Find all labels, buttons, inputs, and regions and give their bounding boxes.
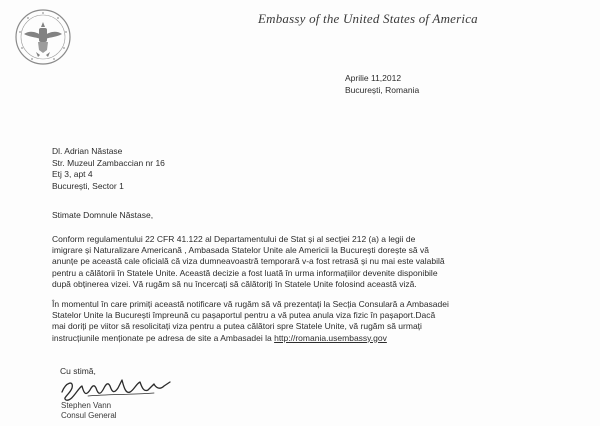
recipient-address	[52, 146, 165, 192]
paragraph-line: după obținerea vizei. Vă rugăm să nu încercați să călătoriți în Statele Unite folosind această viză.	[52, 278, 417, 289]
paragraph-line: Statelor Unite la București împreună cu pașaportul pentru a vă putea anula viza fizic în pașaport.Dacă	[52, 310, 436, 321]
paragraph-line: pentru a călătorii în Statele Unite. Această decizie a fost luată în urma informațiilor devenite disponibile	[52, 267, 438, 278]
paragraph-line: Conform regulamentului 22 CFR 41.122 al Departamentului de Stat și al secției 212 (a) a legii de	[52, 234, 416, 244]
paragraph-line	[52, 333, 572, 344]
body-paragraph-2	[52, 299, 572, 344]
great-seal-icon	[14, 8, 72, 66]
embassy-letterhead: Embassy of the United States of America	[258, 11, 478, 26]
date-location-block	[345, 72, 419, 96]
recipient-name: Dl. Adrian Năstase	[52, 146, 123, 156]
signer-name: Stephen Vann	[61, 401, 112, 410]
salutation: Stimate Domnule Năstase,	[52, 210, 154, 220]
closing-phrase: Cu stimă,	[60, 366, 96, 376]
handwritten-signature	[58, 374, 178, 404]
recipient-floor-apt: Etj 3, apt 4	[52, 169, 93, 179]
recipient-street: Str. Muzeul Zambaccian nr 16	[52, 157, 165, 168]
paragraph-line: anunțe pe această cale oficială că viza dumneavoastră temporară v-a fost retrasă și nu mai este valabilă	[52, 256, 445, 267]
paragraph-line: În momentul în care primiți această notificare vă rugăm să vă prezentați la Secția Consulară a Ambasadei	[52, 299, 449, 309]
letter-location: București, Romania	[345, 85, 420, 95]
paragraph-line: imigrare și Naturalizare Americană , Ambasada Statelor Unite ale Americii la București dorește să vă	[52, 245, 430, 256]
recipient-city: București, Sector 1	[52, 180, 124, 191]
embassy-website-link[interactable]: http://romania.usembassy.gov	[274, 332, 387, 343]
body-paragraph-1	[52, 234, 572, 290]
signer-title: Consul General	[61, 411, 117, 420]
letter-date: Aprilie 11,2012	[345, 73, 402, 83]
paragraph-line: mai doriți pe viitor să resolicitați viza pentru a putea călători spre Statele Unite, vă rugăm să urmați	[52, 321, 422, 332]
paragraph-line-text: instrucțiunile menționate pe adresa de site a Ambasadei la	[52, 332, 275, 343]
